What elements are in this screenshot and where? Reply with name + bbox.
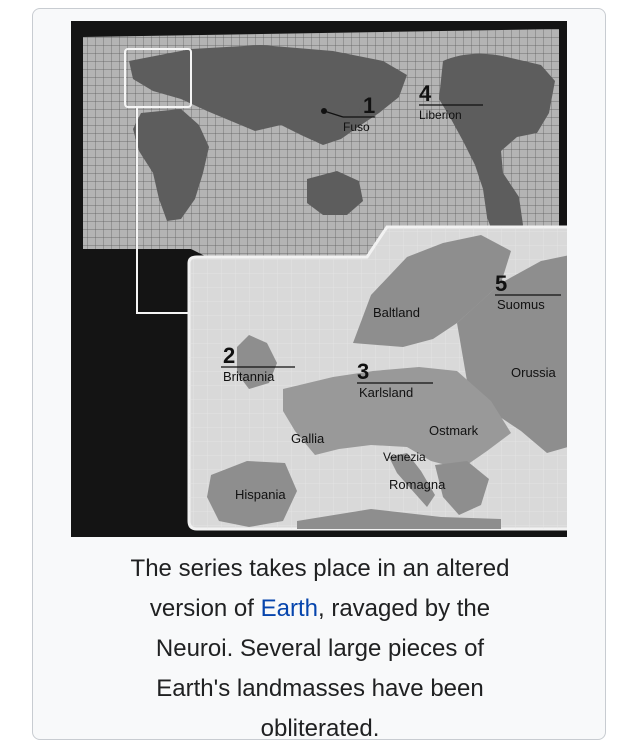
marker-label: Fuso <box>343 120 370 134</box>
image-caption-card <box>32 8 606 740</box>
region-label-venezia: Venezia <box>383 450 426 464</box>
region-label-gallia: Gallia <box>291 431 325 446</box>
caption-line: obliterated. <box>260 715 380 742</box>
figure-caption <box>57 549 583 749</box>
region-label-ostmark: Ostmark <box>429 423 479 438</box>
marker-number: 1 <box>363 93 376 118</box>
caption-text: version of <box>149 595 261 622</box>
caption-line <box>57 589 583 629</box>
caption-line: Neuroi. Several large pieces of <box>155 635 485 662</box>
region-label-baltland: Baltland <box>373 305 420 320</box>
strike-witches-world-map-image[interactable] <box>71 21 567 537</box>
marker-label: Karlsland <box>359 385 414 400</box>
region-label-hispania: Hispania <box>235 487 286 502</box>
marker-number: 2 <box>223 343 236 368</box>
marker-number: 3 <box>357 359 370 384</box>
region-label-romagna: Romagna <box>389 477 446 492</box>
marker-label: Britannia <box>223 369 275 384</box>
marker-number: 4 <box>419 81 432 106</box>
earth-link[interactable]: Earth <box>260 595 318 622</box>
caption-text: , ravaged by the <box>317 595 491 622</box>
region-label-orussia: Orussia <box>511 365 556 380</box>
marker-number: 5 <box>495 271 508 296</box>
marker-label: Liberion <box>419 108 462 122</box>
caption-line: Earth's landmasses have been <box>156 675 484 702</box>
marker-label: Suomus <box>497 297 545 312</box>
caption-line: The series takes place in an altered <box>130 555 510 582</box>
